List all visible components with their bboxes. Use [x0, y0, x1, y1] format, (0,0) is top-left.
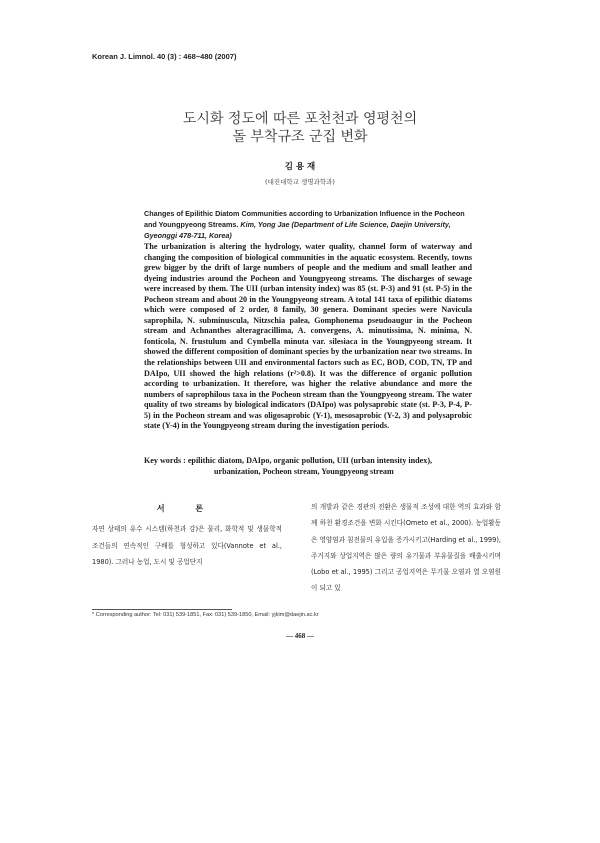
keywords-line2: urbanization, Pocheon stream, Youngpyeong stream [214, 467, 394, 476]
korean-title-line1: 도시화 정도에 따른 포천천과 영평천의 [182, 111, 418, 127]
keywords-line1: epilithic diatom, DAIpo, organic pollution, UII (urban intensity index), [187, 456, 433, 465]
journal-header: Korean J. Limnol. 40 (3) : 468~480 (2007) [92, 52, 237, 61]
intro-right-text: 의 개발과 같은 경관의 전환은 생물적 조성에 대한 역의 효과와 함께 하천 환경조건을 변화 시킨다(Ometo et al., 2000). 농업활동은 영양염과 침전물의 유입을 증가시키고(Harding et al., 1999), 주거지와 상업지역은 많은 량의 유기물과 부유물질을 배출시키며(Lobo et al., 1995) 그리고 공업지역은 무기물 오염과 열 오염원이 되고 있 [311, 503, 501, 593]
intro-heading: 서 론 [156, 504, 218, 513]
korean-title-line2: 돌 부착규조 군집 변화 [232, 129, 368, 145]
abstract: The urbanization is altering the hydrology, water quality, channel form of waterway and changing the composition of biological communities in the aquatic ecosystem. Recently, towns grew bigger by the drift of large numbers of people and the medium and small leather and dyeing industries around the Pocheon and Youngpyeong streams. The discharges of sewage were increased by them. The UII (urban intensity index) was 85 (st. P-3) and 91 (st. P-5) in the Pocheon stream and about 20 in the Youngpyeong stream. A total 141 taxa of epilithic diatoms which were composed of 2 order, 8 family, 30 genera. Dominant species were Navicula saprophila, N. subminuscula, Nitzschia palea, Gomphonema pseudoaugur in the Pocheon stream and Achnanthes alteragracillima, A. convergens, A. minutissima, N. minima, N. fonticola, N. frustulum and Cymbella minuta var. silesiaca in the Youngpyeong stream. It showed the different composition of dominant species by the urbanization near two streams. In the relationships between UII and environmental factors such as EC, BOD, COD, TN, TP and DAIpo, UII showed the high relations (r²>0.8). It was the difference of organic pollution according to urbanization. It therefore, was higher the relative abundance and more the numbers of saprophilous taxa in the Pocheon stream than the Youngpyeong stream. The water quality of two streams by biological indicators (DAIpo) was polysaprobic state (st. P-3, P-4, P-5) in the Pocheon stream and was oligosaprobic (Y-1), mesosaprobic (Y-2, 3) and polysaprobic state (Y-4) in the Youngpyeong stream during the investigation periods. [144, 242, 472, 431]
english-author-affiliation: Kim, Yong Jae (Department of Life Science, Daejin University, Gyeonggi 478-711, Korea) [144, 219, 451, 240]
author-affiliation: (대진대학교 생명과학과) [265, 178, 335, 186]
english-title-block [144, 209, 470, 241]
keywords [144, 455, 472, 477]
keywords-label: Key words : [144, 456, 186, 465]
english-title: Changes of Epilithic Diatom Communities according to Urbanization Influence in the Pocheon and Youngpyeong Streams. [144, 209, 465, 229]
footnote-divider [92, 609, 232, 610]
page-number: — 468 — [286, 632, 314, 640]
intro-left-text: 자연 상태의 유수 시스템(하천과 강)은 물리, 화학적 및 생물학적 조건들의 연속적인 구배를 형성하고 있다(Vannote et al., 1980). 그러나 농업, 도시 및 공업단지 [92, 525, 282, 566]
intro-right-column [311, 499, 501, 597]
corresponding-author-footnote: * Corresponding author: Tel: 031) 539-1851, Fax: 031) 539-1850, Email: yjkim@daejin.ac.kr [92, 612, 319, 618]
author-name: 김 용 재 [284, 162, 316, 172]
intro-left-column [92, 501, 282, 570]
